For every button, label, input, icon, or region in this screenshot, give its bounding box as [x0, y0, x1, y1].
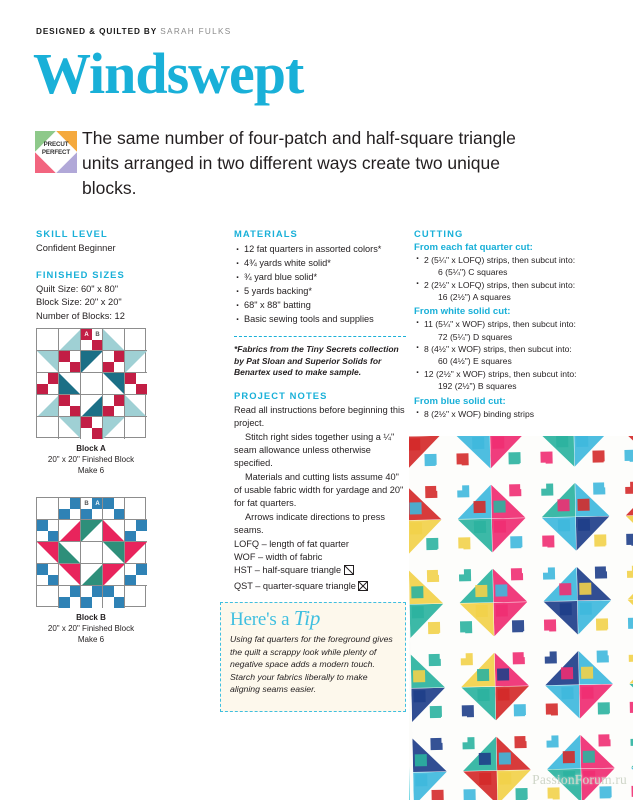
cutting-heading: CUTTING	[414, 228, 464, 239]
block-a-caption	[36, 444, 146, 476]
block-cell	[59, 395, 81, 417]
block-cell	[37, 498, 59, 520]
quilt-chain-square	[556, 436, 568, 447]
tip-heading-plain: Here's a	[230, 609, 290, 630]
quilt-center-diamond	[435, 464, 462, 491]
block-cell	[125, 498, 147, 520]
block-cell	[125, 520, 147, 542]
block-b-caption	[36, 613, 146, 645]
abbrev-qst	[234, 580, 406, 595]
finished-sizes-section	[36, 269, 216, 323]
project-notes-section	[234, 390, 406, 595]
block-a-name: Block A	[76, 444, 106, 453]
byline-designer: SARAH FULKS	[160, 27, 232, 36]
badge-line1: PRECUT	[43, 141, 69, 148]
block-cell	[59, 351, 81, 373]
cutting-item-sub: 60 (4½") E squares	[438, 356, 512, 367]
quilt-center-diamond	[441, 716, 468, 743]
skill-level-section	[36, 228, 216, 255]
fabric-footnote: *Fabrics from the Tiny Secrets collection by Pat Sloan and Superior Solids for Benartex used to make sample.	[234, 343, 399, 378]
cutting-item-main: 12 (2½" x WOF) strips, then subcut into:	[424, 369, 577, 380]
quilt-chain-square	[493, 500, 505, 512]
quilt-center-diamond	[521, 546, 548, 573]
label-b: B	[84, 500, 89, 507]
materials-list	[234, 243, 406, 327]
quilt-chain-square	[576, 436, 588, 447]
material-item: · ¾ yard blue solid*	[234, 271, 406, 285]
cutting-item	[414, 343, 614, 367]
quilt-center-diamond	[519, 462, 546, 489]
qst-icon	[358, 581, 368, 595]
cutting-item	[414, 408, 614, 420]
quilt-chain-square	[414, 754, 426, 766]
byline	[36, 27, 231, 36]
material-item: · 5 yards backing*	[234, 285, 406, 299]
cutting-item-main: 2 (2½" x LOFQ) strips, then subcut into:	[424, 279, 576, 290]
block-cell	[103, 351, 125, 373]
abbrev-lofq: LOFQ – length of fat quarter	[234, 538, 349, 549]
tip-body: Using fat quarters for the foreground gives the quilt a scrappy look while plenty of negative space adds a modern touch. Starch your fabrics liberally to make aligning seams easier.	[230, 634, 393, 695]
quilt-center-diamond	[523, 630, 550, 657]
block-cell	[125, 586, 147, 608]
block-cell	[81, 564, 103, 586]
quilt-center-diamond	[524, 714, 551, 741]
quilt-chain-square	[476, 668, 488, 680]
quilt-center-diamond	[605, 544, 632, 571]
cutting-group-title: From blue solid cut:	[414, 395, 506, 407]
block-cell	[81, 586, 103, 608]
quilt-photo	[409, 436, 633, 800]
block-cell	[59, 373, 81, 395]
block-cell	[103, 520, 125, 542]
block-cell	[37, 417, 59, 439]
block-cell	[37, 564, 59, 586]
quilt-chain-square	[410, 522, 422, 534]
quilt-chain-square	[557, 499, 569, 511]
quilt-chain-square	[499, 772, 511, 784]
block-cell	[59, 564, 81, 586]
quilt-chain-square	[579, 582, 591, 594]
block-cell	[81, 373, 103, 395]
quilt-chain-square	[413, 690, 425, 702]
quilt-chain-square	[559, 583, 571, 595]
quilt-chain-square	[411, 586, 423, 598]
quilt-center-diamond	[437, 548, 464, 575]
abbrev-qst-text: QST – quarter-square triangle	[234, 580, 356, 591]
block-cell	[37, 373, 59, 395]
quilt-chain-square	[477, 689, 489, 701]
block-cell	[81, 542, 103, 564]
cutting-list	[414, 318, 614, 392]
quilt-chain-square	[560, 667, 572, 679]
material-item: · 12 fat quarters in assorted colors*	[234, 243, 406, 257]
materials-heading: MATERIALS	[234, 228, 298, 239]
quilt-chain-square	[411, 606, 423, 618]
block-cell	[37, 520, 59, 542]
quilt-center-diamond	[608, 712, 633, 739]
cutting-item-main: 8 (2½" x WOF) binding strips	[424, 408, 535, 419]
byline-prefix: DESIGNED & QUILTED BY	[36, 27, 158, 36]
cutting-list	[414, 408, 614, 420]
block-cell	[37, 542, 59, 564]
cutting-group-title: From white solid cut:	[414, 306, 511, 318]
block-cell	[103, 542, 125, 564]
project-note-0: Read all instructions before beginning this project.	[234, 405, 405, 429]
cutting-item-sub: 6 (5¼") C squares	[438, 267, 508, 278]
block-cell	[103, 564, 125, 586]
material-item: · 68" x 88" batting	[234, 299, 406, 313]
block-cell	[125, 351, 147, 373]
block-cell	[59, 329, 81, 351]
quilt-chain-square	[578, 518, 590, 530]
materials-divider	[234, 336, 406, 337]
tip-box	[220, 602, 406, 712]
cutting-list	[414, 254, 614, 303]
block-cell	[37, 329, 59, 351]
subtitle: The same number of four-patch and half-square triangle units arranged in two different ways create two unique blocks.	[82, 128, 516, 198]
quilt-chain-square	[413, 670, 425, 682]
block-cell	[81, 417, 103, 439]
cutting-item-sub: 72 (5¼") D squares	[438, 331, 513, 342]
quilt-chain-square	[415, 774, 427, 786]
block-b-finished: 20" x 20" Finished Block	[47, 623, 135, 633]
cutting-item-main: 2 (5¼" x LOFQ) strips, then subcut into:	[424, 255, 576, 265]
block-cell	[103, 395, 125, 417]
block-cell	[125, 542, 147, 564]
quilt-center-diamond	[603, 460, 630, 487]
block-cell	[103, 586, 125, 608]
block-cell	[59, 586, 81, 608]
block-cell	[125, 373, 147, 395]
quilt-chain-square	[561, 687, 573, 699]
skill-level-value: Confident Beginner	[36, 243, 116, 253]
project-notes-heading: PROJECT NOTES	[234, 390, 328, 402]
quilt-chain-square	[497, 688, 509, 700]
block-b-name: Block B	[76, 613, 106, 622]
quilt-chain-square	[492, 436, 504, 448]
abbrev-hst	[234, 564, 406, 579]
block-a-finished: 20" x 20" Finished Block	[47, 454, 135, 464]
block-cell	[103, 373, 125, 395]
block-a-diagram	[36, 328, 146, 438]
hst-icon	[344, 565, 354, 579]
quilt-chain-square	[497, 668, 509, 680]
block-cell	[37, 586, 59, 608]
tip-heading-script: Tip	[293, 606, 321, 630]
block-cell	[59, 498, 81, 520]
finished-sizes-heading: FINISHED SIZES	[36, 269, 125, 281]
material-item: · Basic sewing tools and supplies	[234, 313, 406, 327]
quilt-chain-square	[581, 686, 593, 698]
project-note-2: Materials and cutting lists assume 40" of usable fabric width for yardage and 20" for fat quarters.	[234, 471, 404, 509]
quilt-chain-square	[475, 584, 487, 596]
quilt-chain-square	[494, 520, 506, 532]
cutting-item	[414, 279, 614, 303]
left-column	[36, 228, 216, 335]
quilt-photo-art	[409, 436, 633, 800]
cutting-item-sub: 16 (2½") A squares	[438, 292, 511, 303]
quilt-chain-square	[473, 500, 485, 512]
quilt-chain-square	[409, 438, 420, 450]
abbrev-hst-text: HST – half-square triangle	[234, 565, 342, 576]
block-cell	[81, 520, 103, 542]
cutting-item-main: 11 (5¼" x WOF) strips, then subcut into:	[424, 319, 576, 330]
quilt-chain-square	[562, 751, 574, 763]
block-cell	[125, 329, 147, 351]
label-a: A	[84, 331, 89, 338]
right-column	[414, 228, 614, 420]
quilt-chain-square	[579, 602, 591, 614]
number-of-blocks: Number of Blocks: 12	[36, 310, 125, 321]
project-note-3: Arrows indicate directions to press seams.	[234, 511, 385, 536]
skill-level-heading: SKILL LEVEL	[36, 228, 108, 239]
block-cell	[81, 395, 103, 417]
material-item: · 4¾ yards white solid*	[234, 257, 406, 271]
quilt-chain-square	[581, 666, 593, 678]
precut-perfect-badge	[35, 131, 77, 173]
label-a: A	[95, 500, 100, 507]
quilt-chain-square	[557, 519, 569, 531]
block-size: Block Size: 20" x 20"	[36, 297, 122, 308]
block-cell	[125, 395, 147, 417]
quilt-size: Quilt Size: 60" x 80"	[36, 284, 119, 295]
block-a-figure	[36, 328, 146, 476]
quilt-chain-square	[498, 752, 510, 764]
quilt-chain-square	[479, 772, 491, 784]
block-cell	[81, 351, 103, 373]
block-cell	[59, 542, 81, 564]
cutting-item	[414, 318, 614, 342]
cutting-group-title: From each fat quarter cut:	[414, 242, 533, 253]
block-cell	[37, 395, 59, 417]
quilt-chain-square	[495, 604, 507, 616]
quilt-center-diamond	[439, 632, 466, 659]
quilt-chain-square	[582, 750, 594, 762]
middle-column	[234, 228, 406, 595]
quilt-chain-square	[495, 584, 507, 596]
cutting-item-main: 8 (4½" x WOF) strips, then subcut into:	[424, 344, 572, 355]
quilt-chain-square	[473, 521, 485, 533]
block-a-make: Make 6	[77, 465, 105, 475]
quilt-chain-square	[475, 605, 487, 617]
badge-text	[35, 141, 77, 158]
quilt-chain-square	[409, 502, 421, 514]
cutting-item	[414, 368, 614, 392]
block-b-figure	[36, 497, 146, 645]
block-cell	[81, 329, 103, 351]
project-note-1: Stitch right sides together using a ¼" seam allowance unless otherwise specified.	[234, 431, 395, 469]
page-title: Windswept	[33, 41, 304, 106]
quilt-chain-square	[577, 498, 589, 510]
quilt-center-diamond	[607, 628, 633, 655]
block-cell	[125, 417, 147, 439]
abbrev-wof: WOF – width of fabric	[234, 551, 323, 562]
cutting-groups	[414, 242, 614, 420]
quilt-center-diamond	[610, 796, 633, 800]
block-b-diagram	[36, 497, 146, 607]
photo-watermark: PassionForum.ru	[532, 772, 627, 787]
block-cell	[37, 351, 59, 373]
tip-heading	[230, 608, 396, 629]
quilt-chain-square	[431, 789, 443, 800]
block-cell	[103, 417, 125, 439]
label-b: B	[95, 331, 100, 338]
block-b-make: Make 6	[77, 634, 105, 644]
block-cell	[103, 498, 125, 520]
quilt-chain-square	[463, 789, 475, 800]
badge-line2: PERFECT	[41, 149, 71, 157]
quilt-chain-square	[559, 603, 571, 615]
block-cell	[81, 498, 103, 520]
quilt-chain-square	[478, 752, 490, 764]
block-cell	[125, 564, 147, 586]
cutting-item-sub: 192 (2½") B squares	[438, 381, 517, 392]
cutting-item	[414, 254, 614, 278]
block-cell	[59, 520, 81, 542]
block-cell	[103, 329, 125, 351]
block-cell	[59, 417, 81, 439]
quilt-chain-square	[472, 437, 484, 449]
